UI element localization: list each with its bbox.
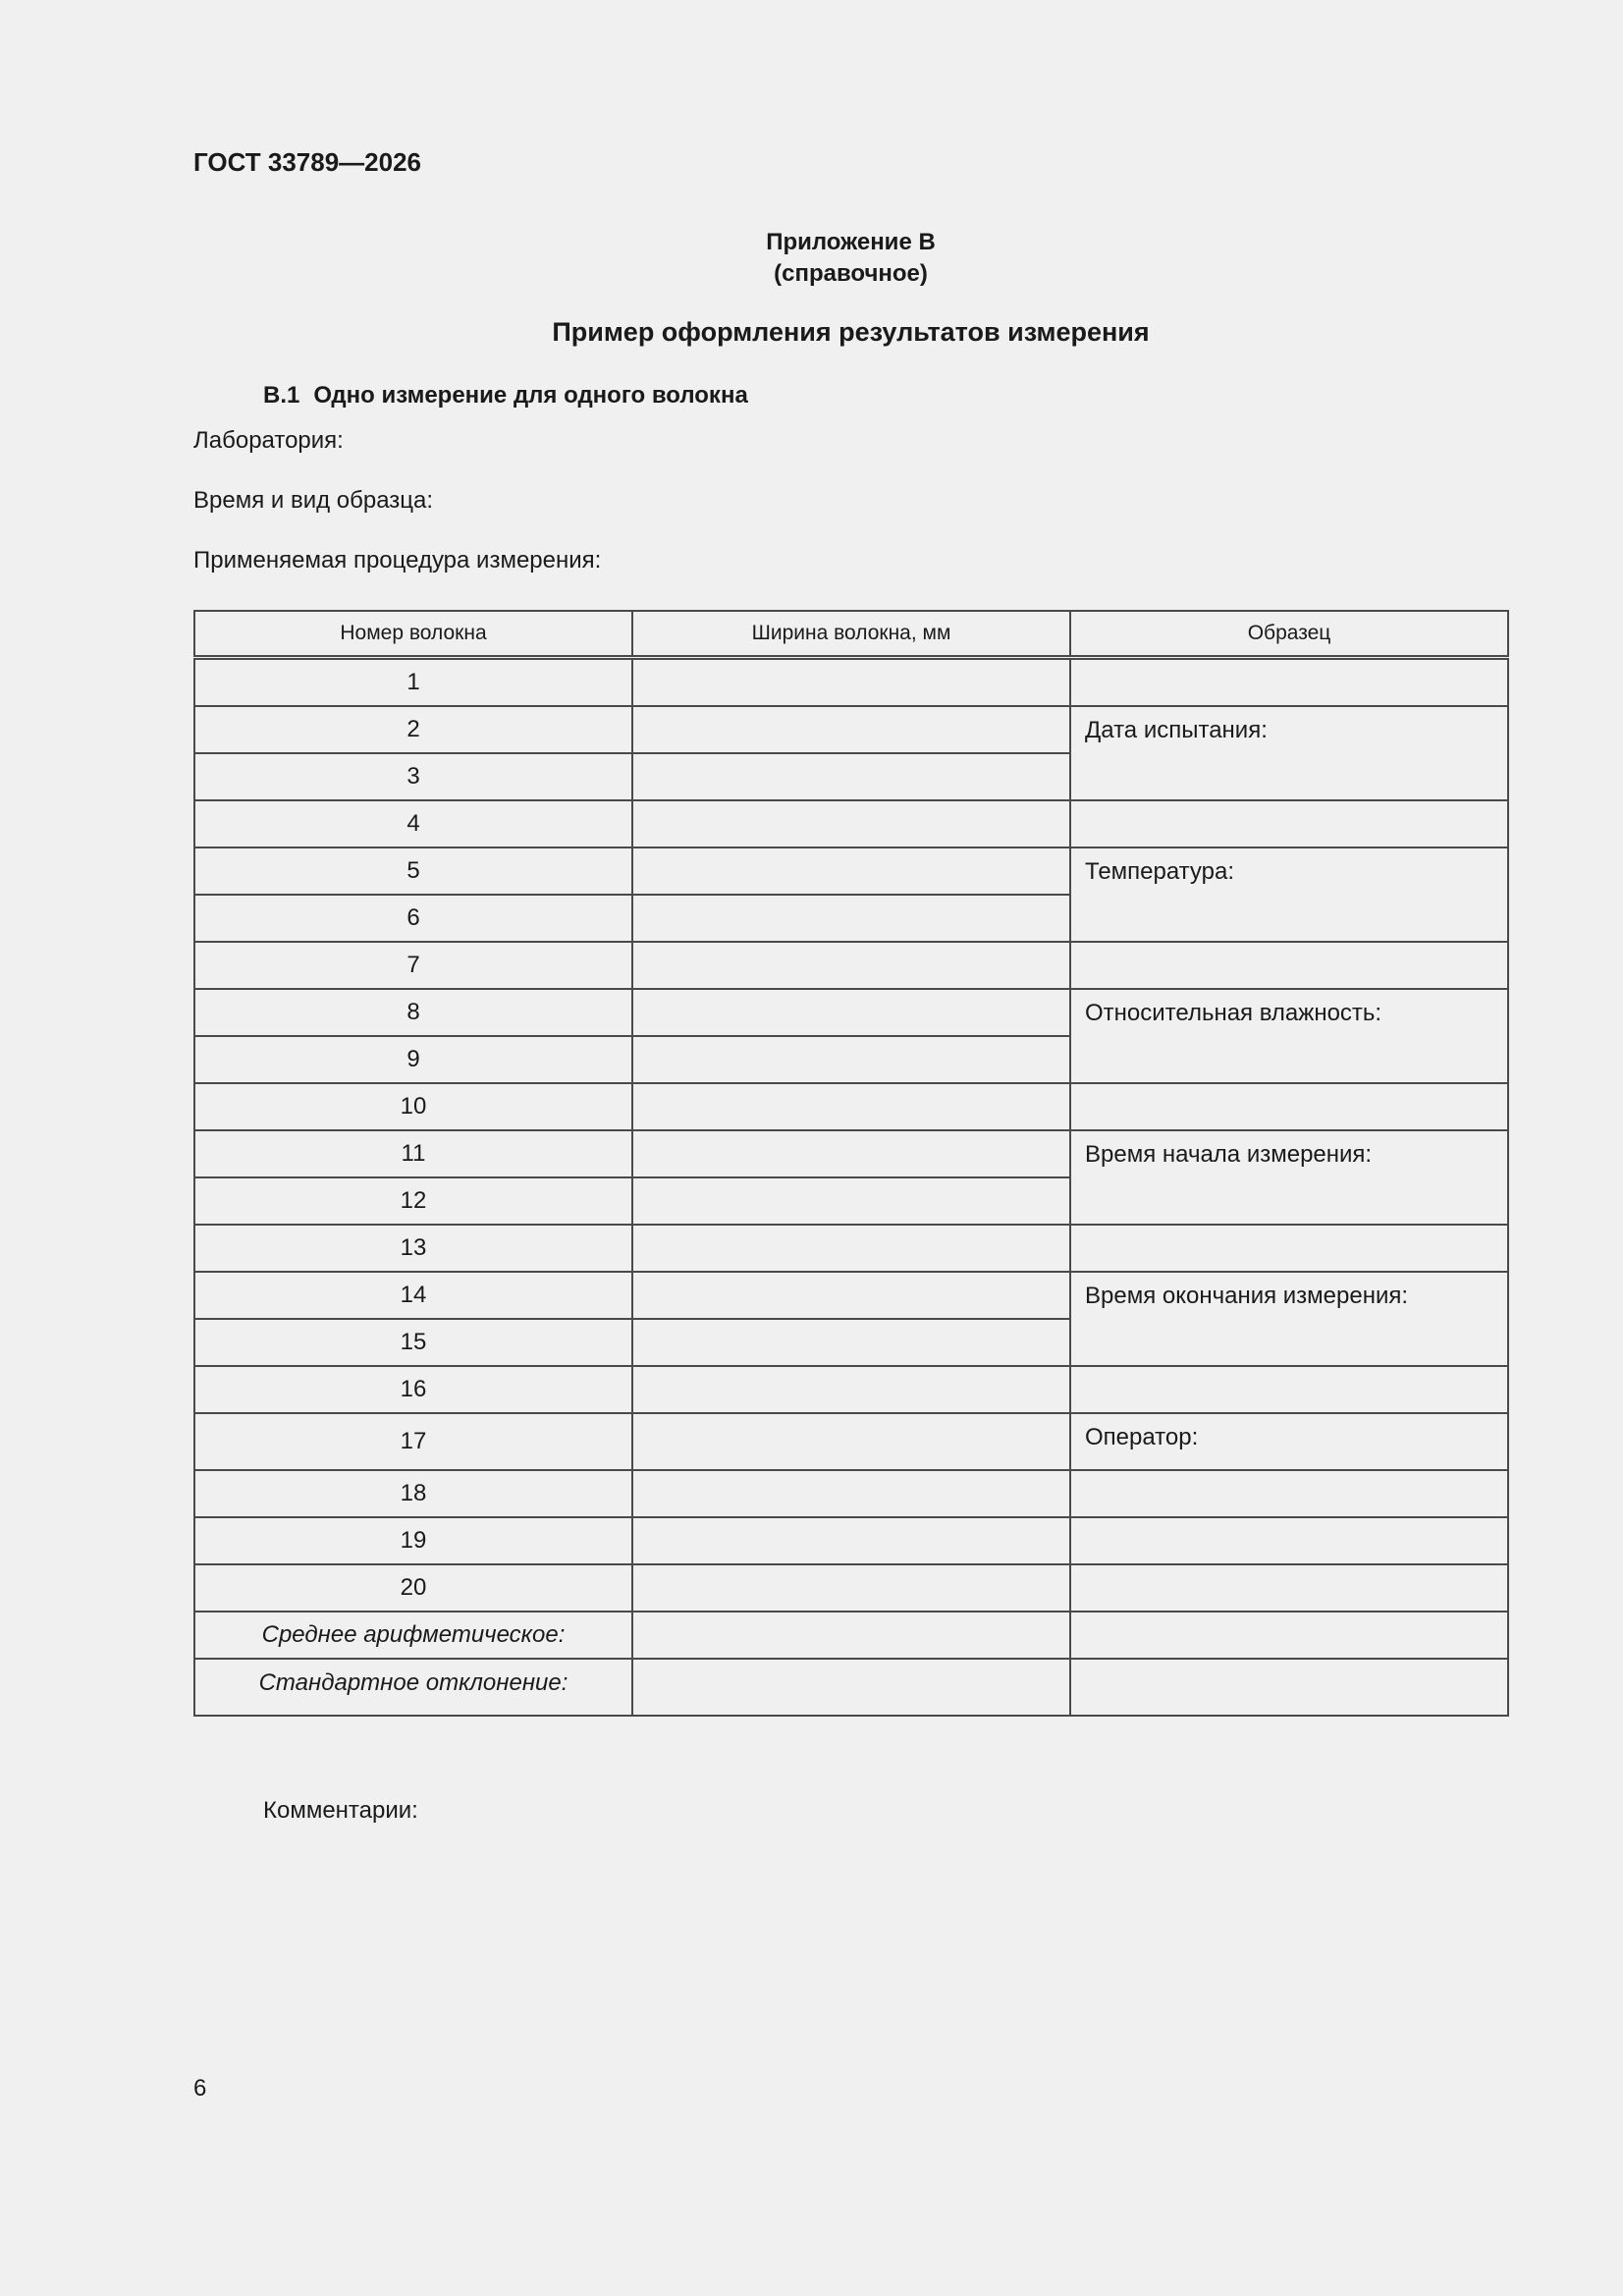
fiber-width-cell bbox=[632, 895, 1070, 942]
fiber-width-cell bbox=[632, 1517, 1070, 1564]
header-fiber-width: Ширина волокна, мм bbox=[632, 611, 1070, 658]
fiber-width-cell bbox=[632, 1225, 1070, 1272]
fiber-number-cell: 9 bbox=[194, 1036, 632, 1083]
results-table bbox=[193, 610, 1509, 1717]
table-row bbox=[194, 1083, 1508, 1130]
std-label: Стандартное отклонение: bbox=[194, 1659, 632, 1716]
mean-row bbox=[194, 1612, 1508, 1659]
sample-cell bbox=[1070, 658, 1508, 707]
fiber-number-cell: 8 bbox=[194, 989, 632, 1036]
table-row bbox=[194, 847, 1508, 895]
humidity-label: Относительная влажность: bbox=[1070, 989, 1508, 1083]
fiber-number-cell: 17 bbox=[194, 1413, 632, 1470]
table-row bbox=[194, 1130, 1508, 1177]
sample-cell bbox=[1070, 1659, 1508, 1716]
fiber-number-cell: 20 bbox=[194, 1564, 632, 1612]
std-row bbox=[194, 1659, 1508, 1716]
comments-label: Комментарии: bbox=[263, 1797, 418, 1824]
procedure-label: Применяемая процедура измерения: bbox=[193, 547, 602, 574]
fiber-number-cell: 7 bbox=[194, 942, 632, 989]
appendix-type: (справочное) bbox=[774, 260, 928, 287]
subsection-heading bbox=[263, 382, 748, 410]
sample-cell bbox=[1070, 1470, 1508, 1517]
mean-value-cell bbox=[632, 1612, 1070, 1659]
table-row bbox=[194, 706, 1508, 753]
fiber-number-cell: 6 bbox=[194, 895, 632, 942]
fiber-width-cell bbox=[632, 1083, 1070, 1130]
operator-label: Оператор: bbox=[1070, 1413, 1508, 1470]
fiber-number-cell: 1 bbox=[194, 658, 632, 707]
fiber-width-cell bbox=[632, 1366, 1070, 1413]
appendix-title: Приложение В bbox=[766, 229, 936, 255]
fiber-width-cell bbox=[632, 800, 1070, 847]
fiber-number-cell: 13 bbox=[194, 1225, 632, 1272]
mean-label: Среднее арифметическое: bbox=[194, 1612, 632, 1659]
fiber-width-cell bbox=[632, 1177, 1070, 1225]
fiber-number-cell: 11 bbox=[194, 1130, 632, 1177]
fiber-width-cell bbox=[632, 989, 1070, 1036]
table-row bbox=[194, 1272, 1508, 1319]
sample-cell bbox=[1070, 800, 1508, 847]
table-row bbox=[194, 1564, 1508, 1612]
fiber-number-cell: 18 bbox=[194, 1470, 632, 1517]
document-code: ГОСТ 33789—2026 bbox=[193, 147, 421, 177]
std-value-cell bbox=[632, 1659, 1070, 1716]
fiber-number-cell: 4 bbox=[194, 800, 632, 847]
fiber-width-cell bbox=[632, 1319, 1070, 1366]
fiber-width-cell bbox=[632, 847, 1070, 895]
fiber-width-cell bbox=[632, 1272, 1070, 1319]
fiber-width-cell bbox=[632, 753, 1070, 800]
table-row bbox=[194, 658, 1508, 707]
subsection-number: В.1 bbox=[263, 382, 300, 409]
table-row bbox=[194, 1366, 1508, 1413]
fiber-width-cell bbox=[632, 1470, 1070, 1517]
table-row bbox=[194, 989, 1508, 1036]
test-date-label: Дата испытания: bbox=[1070, 706, 1508, 800]
fiber-number-cell: 15 bbox=[194, 1319, 632, 1366]
sample-time-type-label: Время и вид образца: bbox=[193, 487, 434, 514]
table-row bbox=[194, 800, 1508, 847]
subsection-title: Одно измерение для одного волокна bbox=[313, 382, 748, 409]
table-row bbox=[194, 1225, 1508, 1272]
table-row bbox=[194, 1413, 1508, 1470]
fiber-number-cell: 14 bbox=[194, 1272, 632, 1319]
appendix-heading bbox=[0, 227, 1623, 290]
temperature-label: Температура: bbox=[1070, 847, 1508, 942]
sample-cell bbox=[1070, 942, 1508, 989]
fiber-width-cell bbox=[632, 942, 1070, 989]
section-title: Пример оформления результатов измерения bbox=[552, 317, 1150, 347]
fiber-width-cell bbox=[632, 706, 1070, 753]
table-row bbox=[194, 942, 1508, 989]
start-time-label: Время начала измерения: bbox=[1070, 1130, 1508, 1225]
fiber-width-cell bbox=[632, 1130, 1070, 1177]
sample-cell bbox=[1070, 1366, 1508, 1413]
fiber-width-cell bbox=[632, 658, 1070, 707]
fiber-width-cell bbox=[632, 1036, 1070, 1083]
sample-cell bbox=[1070, 1225, 1508, 1272]
fiber-number-cell: 5 bbox=[194, 847, 632, 895]
header-sample: Образец bbox=[1070, 611, 1508, 658]
sample-cell bbox=[1070, 1517, 1508, 1564]
sample-cell bbox=[1070, 1612, 1508, 1659]
table-row bbox=[194, 1470, 1508, 1517]
sample-cell bbox=[1070, 1083, 1508, 1130]
table-header-row bbox=[194, 611, 1508, 658]
fiber-number-cell: 12 bbox=[194, 1177, 632, 1225]
header-fiber-number: Номер волокна bbox=[194, 611, 632, 658]
fiber-width-cell bbox=[632, 1564, 1070, 1612]
sample-cell bbox=[1070, 1564, 1508, 1612]
fiber-number-cell: 19 bbox=[194, 1517, 632, 1564]
page-number: 6 bbox=[193, 2075, 207, 2102]
end-time-label: Время окончания измерения: bbox=[1070, 1272, 1508, 1366]
fiber-number-cell: 16 bbox=[194, 1366, 632, 1413]
fiber-width-cell bbox=[632, 1413, 1070, 1470]
fiber-number-cell: 2 bbox=[194, 706, 632, 753]
laboratory-label: Лаборатория: bbox=[193, 427, 344, 454]
table-row bbox=[194, 1517, 1508, 1564]
fiber-number-cell: 3 bbox=[194, 753, 632, 800]
fiber-number-cell: 10 bbox=[194, 1083, 632, 1130]
